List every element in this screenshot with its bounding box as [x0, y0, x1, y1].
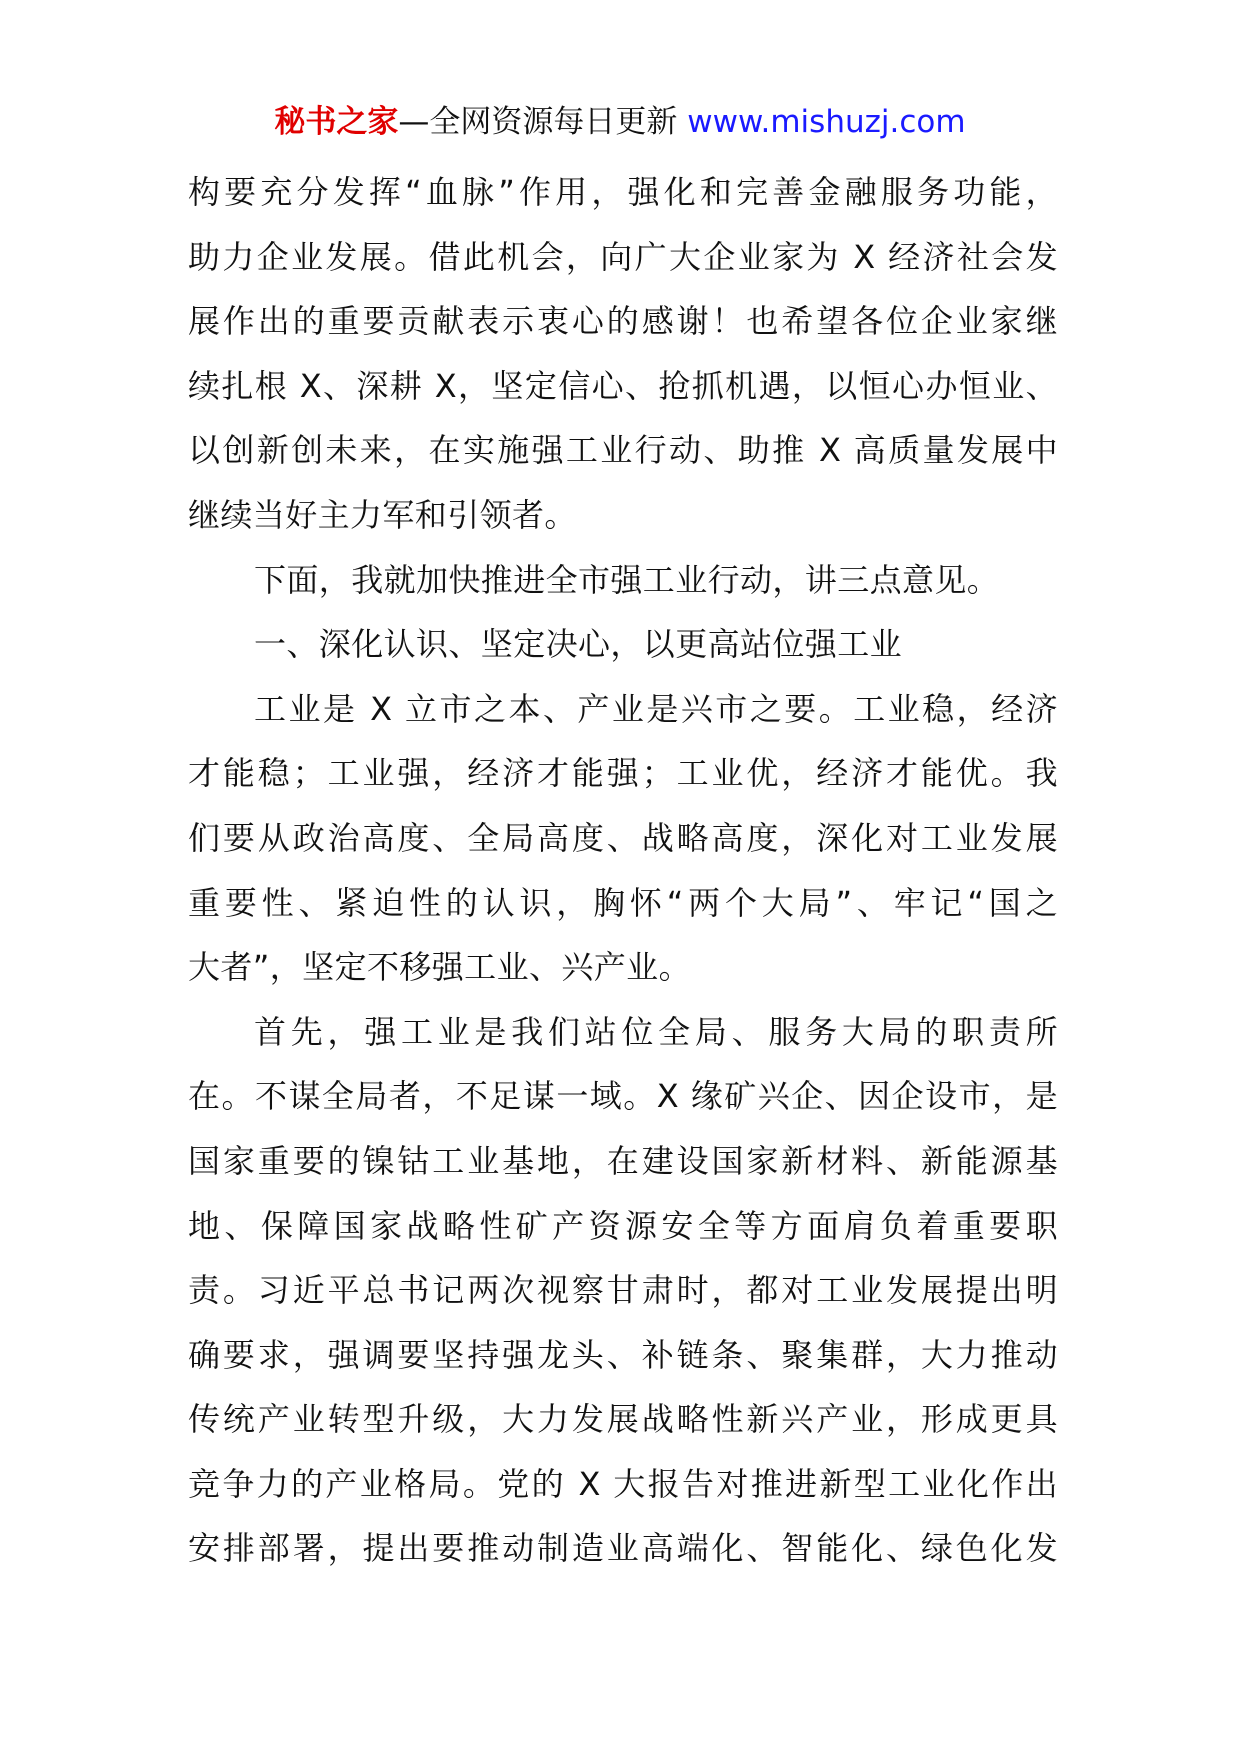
watermark-header — [0, 100, 1240, 144]
header-brand: 秘书之家 — [274, 104, 399, 140]
text-line: 地、保障国家战略性矿产资源安全等方面肩负着重要职 — [188, 1206, 1058, 1245]
text-line: 构要充分发挥“血脉”作用，强化和完善金融服务功能， — [188, 173, 1058, 211]
text-line: 国家重要的镍钴工业基地，在建设国家新材料、新能源基 — [188, 1141, 1058, 1180]
text-line: 传统产业转型升级，大力发展战略性新兴产业，形成更具 — [188, 1400, 1058, 1439]
text-line: 重要性、紧迫性的认识，胸怀“两个大局”、牢记“国之 — [188, 883, 1058, 922]
text-line: 竞争力的产业格局。党的 X 大报告对推进新型工业化作出 — [188, 1464, 1058, 1503]
text-line: 展作出的重要贡献表示衷心的感谢！也希望各位企业家继 — [188, 302, 1058, 341]
text-line: 助力企业发展。借此机会，向广大企业家为 X 经济社会发 — [188, 237, 1058, 276]
text-line: 安排部署，提出要推动制造业高端化、智能化、绿色化发 — [188, 1529, 1058, 1568]
text-line: 们要从政治高度、全局高度、战略高度，深化对工业发展 — [188, 818, 1058, 857]
text-line: 以创新创未来，在实施强工业行动、助推 X 高质量发展中 — [188, 431, 1058, 470]
header-tagline: —全网资源每日更新 — [398, 104, 678, 140]
text-line: 继续当好主力军和引领者。 — [188, 495, 577, 534]
text-line: 在。不谋全局者，不足谋一域。X 缘矿兴企、因企设市，是 — [188, 1077, 1058, 1116]
paragraph-start: 工业是 X 立市之本、产业是兴市之要。工业稳，经济 — [254, 689, 1058, 728]
text-line: 续扎根 X、深耕 X，坚定信心、抢抓机遇，以恒心办恒业、 — [188, 366, 1058, 405]
text-line: 确要求，强调要坚持强龙头、补链条、聚集群，大力推动 — [188, 1335, 1058, 1374]
section-heading: 一、深化认识、坚定决心，以更高站位强工业 — [254, 625, 903, 664]
paragraph-start: 下面，我就加快推进全市强工业行动，讲三点意见。 — [254, 560, 1000, 599]
header-url[interactable]: www.mishuzj.com — [687, 104, 966, 140]
text-line: 才能稳；工业强，经济才能强；工业优，经济才能优。我 — [188, 754, 1058, 793]
text-line: 大者”，坚定不移强工业、兴产业。 — [188, 948, 691, 987]
paragraph-start: 首先，强工业是我们站位全局、服务大局的职责所 — [254, 1012, 1058, 1051]
document-body — [188, 160, 1058, 1581]
text-line: 责。习近平总书记两次视察甘肃时，都对工业发展提出明 — [188, 1271, 1058, 1310]
